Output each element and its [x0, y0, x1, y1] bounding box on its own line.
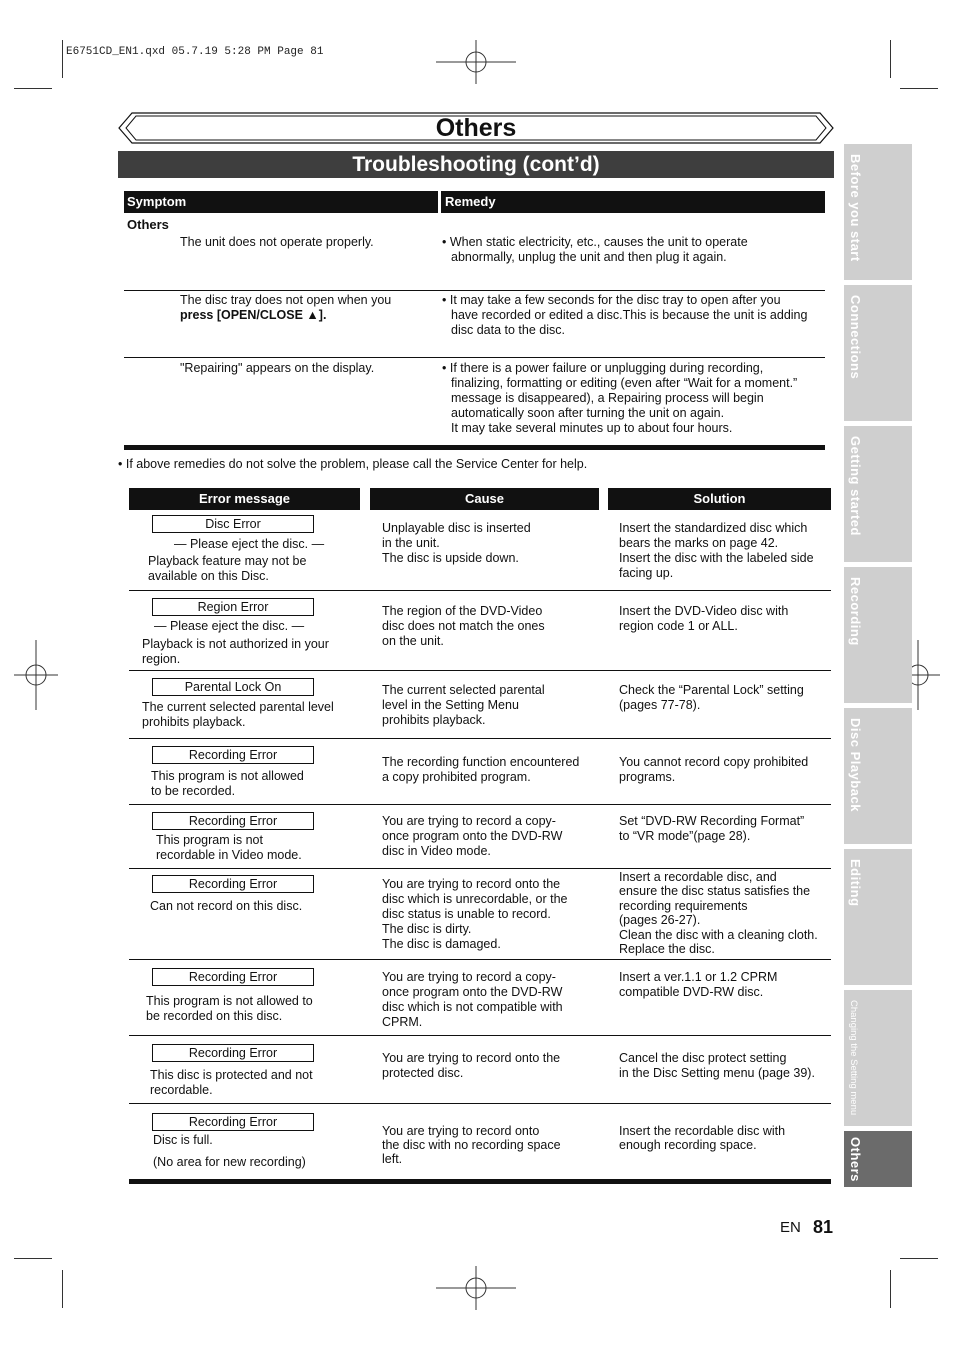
side-tab-recording[interactable]: Recording	[844, 567, 912, 703]
symptom-cell: "Repairing" appears on the display.	[180, 361, 375, 375]
service-note: • If above remedies do not solve the problem, please call the Service Center for help.	[118, 457, 588, 471]
side-tab-before-you-start[interactable]: Before you start	[844, 144, 912, 280]
error-message-box: Disc Error	[152, 515, 314, 533]
error-detail: This program is not recordable in Video mode.	[156, 833, 302, 862]
error-message-box: Parental Lock On	[152, 678, 314, 696]
cause-cell: The recording function encountered a copy prohibited program.	[382, 755, 580, 784]
error-message-box: Recording Error	[152, 968, 314, 986]
solution-cell: Insert the recordable disc with enough recording space.	[619, 1124, 786, 1152]
error-message-box: Recording Error	[152, 812, 314, 830]
solution-cell: Insert the DVD-Video disc with region code 1 or ALL.	[619, 604, 789, 633]
row-divider	[124, 290, 825, 291]
error-detail: — Please eject the disc. — Playback feature may not be available on this Disc.	[148, 537, 325, 583]
language-label: EN	[780, 1219, 801, 1236]
side-tab-others[interactable]: Others	[844, 1131, 912, 1187]
error-message-box: Recording Error	[152, 1113, 314, 1131]
row-divider	[129, 738, 831, 739]
error-detail: This program is not allowed to be recorded.	[151, 769, 304, 798]
section-title: Troubleshooting (cont’d)	[118, 151, 834, 178]
error-detail: This program is not allowed to be recorded on this disc.	[146, 994, 313, 1023]
error-message-box: Region Error	[152, 598, 314, 616]
cause-cell: You are trying to record onto the disc with no recording space left.	[382, 1124, 561, 1166]
cause-cell: You are trying to record a copy- once program onto the DVD-RW disc which is not compatible with CPRM.	[382, 970, 563, 1029]
solution-cell: Insert the standardized disc which bears the marks on page 42. Insert the disc with the labeled side facing up.	[619, 521, 814, 580]
cause-cell: You are trying to record a copy- once program onto the DVD-RW disc in Video mode.	[382, 814, 563, 858]
row-divider	[129, 1103, 831, 1104]
group-label: Others	[127, 217, 169, 232]
solution-cell: Cancel the disc protect setting in the Disc Setting menu (page 39).	[619, 1051, 815, 1080]
page-title: Others	[435, 114, 517, 142]
cause-header: Cause	[370, 488, 599, 510]
cause-cell: You are trying to record onto the protected disc.	[382, 1051, 561, 1080]
row-divider	[129, 804, 831, 805]
side-tab-editing[interactable]: Editing	[844, 849, 912, 985]
remedy-cell: • When static electricity, etc., causes the unit to operate abnormally, unplug the unit and then plug it again.	[442, 235, 748, 264]
page-title-banner	[118, 112, 834, 144]
symptom-header: Symptom	[124, 191, 438, 213]
error-detail: The current selected parental level prohibits playback.	[142, 700, 334, 729]
error-detail: — Please eject the disc. — Playback is not authorized in your region.	[142, 619, 329, 666]
side-tab-connections[interactable]: Connections	[844, 285, 912, 421]
solution-cell: Check the “Parental Lock” setting (pages 77-78).	[619, 683, 804, 712]
page-number: 81	[813, 1217, 834, 1237]
error-message-box: Recording Error	[152, 875, 314, 893]
row-divider	[129, 590, 831, 591]
row-divider	[129, 670, 831, 671]
remedy-cell: • It may take a few seconds for the disc tray to open after you have recorded or edited a disc.This is because the unit is adding disc data to the disc.	[442, 293, 808, 337]
solution-cell: You cannot record copy prohibited programs.	[619, 755, 809, 784]
symptom-cell: The unit does not operate properly.	[180, 235, 374, 249]
table-bottom-rule	[124, 445, 825, 450]
row-divider	[129, 959, 831, 960]
table-bottom-rule	[129, 1179, 831, 1184]
row-divider	[129, 1035, 831, 1036]
solution-cell: Insert a ver.1.1 or 1.2 CPRM compatible DVD-RW disc.	[619, 970, 778, 999]
cause-cell: The current selected parental level in the Setting Menu prohibits playback.	[382, 683, 545, 727]
error-detail: This disc is protected and not recordable.	[150, 1068, 313, 1097]
error-detail: Can not record on this disc.	[150, 899, 303, 913]
cause-cell: Unplayable disc is inserted in the unit. The disc is upside down.	[382, 521, 531, 565]
error-message-box: Recording Error	[152, 1044, 314, 1062]
solution-header: Solution	[608, 488, 831, 510]
error-message-header: Error message	[129, 488, 360, 510]
side-tab-getting-started[interactable]: Getting started	[844, 426, 912, 562]
error-detail: Disc is full. (No area for new recording)	[153, 1133, 306, 1169]
remedy-header: Remedy	[441, 191, 825, 213]
cause-cell: You are trying to record onto the disc which is unrecordable, or the disc status is unable to record. The disc is dirty. The disc is damaged.	[382, 877, 568, 951]
symptom-cell: The disc tray does not open when you press [OPEN/CLOSE ▲].	[180, 293, 392, 322]
solution-cell: Set “DVD-RW Recording Format” to “VR mode”(page 28).	[619, 814, 805, 843]
cause-cell: The region of the DVD-Video disc does not match the ones on the unit.	[382, 604, 545, 648]
solution-cell: Insert a recordable disc, and ensure the disc status satisfies the recording requirements (pages 26-27). Clean the disc with a cleaning cloth. Replace the disc.	[619, 870, 818, 957]
side-tab-changing-setting-menu[interactable]: Changing the Setting menu	[844, 990, 912, 1126]
row-divider	[129, 868, 831, 869]
error-message-box: Recording Error	[152, 746, 314, 764]
side-tab-disc-playback[interactable]: Disc Playback	[844, 708, 912, 844]
print-slug: E6751CD_EN1.qxd 05.7.19 5:28 PM Page 81	[66, 46, 324, 58]
remedy-cell: • If there is a power failure or unplugging during recording, finalizing, formatting or editing (even after “Wait for a moment.” message is disappeared), a Repairing process will begin automatically soon after turning the unit on again. It may take several minutes up to about four hours.	[442, 361, 798, 435]
row-divider	[124, 357, 825, 358]
